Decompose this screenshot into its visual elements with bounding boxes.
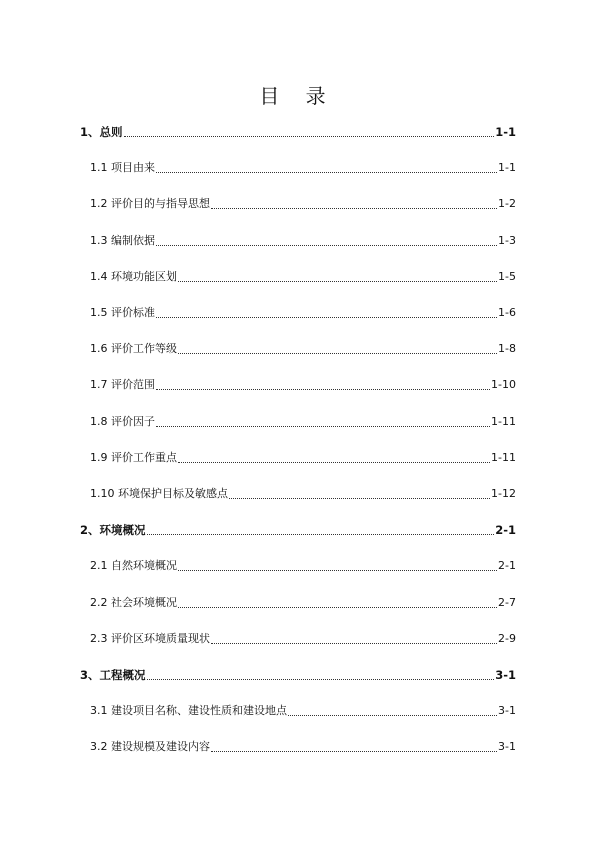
dot-leader [229, 486, 490, 499]
toc-page-number: 1-11 [491, 450, 516, 464]
dot-leader [156, 377, 490, 390]
toc-entry-text: 3.1 建设项目名称、建设性质和建设地点 [90, 704, 287, 718]
toc-section-entry[interactable] [90, 554, 516, 574]
toc-section-entry[interactable] [90, 156, 516, 176]
toc-entry-text: 1.7 评价范围 [90, 378, 155, 392]
toc-section-entry[interactable] [90, 482, 516, 502]
toc-entry-text: 3、工程概况 [80, 668, 146, 682]
toc-section-entry[interactable] [90, 699, 516, 719]
toc-entry-text: 2.1 自然环境概况 [90, 559, 177, 573]
toc-entry-text: 2.3 评价区环境质量现状 [90, 631, 210, 645]
dot-leader [156, 233, 497, 246]
dot-leader [211, 739, 497, 752]
toc-entry-text: 3.2 建设规模及建设内容 [90, 740, 210, 754]
toc-page-number: 1-11 [491, 414, 516, 428]
toc-section-entry[interactable] [90, 265, 516, 285]
toc-entry-text: 1.3 编制依据 [90, 233, 155, 247]
toc-page-number: 1-1 [495, 125, 516, 139]
toc-page-number: 1-12 [491, 487, 516, 500]
toc-chapter-entry[interactable] [80, 120, 516, 140]
toc-page-number: 2-7 [498, 595, 516, 609]
toc-page-number: 1-8 [498, 342, 516, 356]
toc-chapter-entry[interactable] [80, 518, 516, 538]
toc-entry-text: 1、总则 [80, 125, 123, 139]
toc-page-number: 1-3 [498, 233, 516, 247]
toc-entry-text: 1.5 评价标准 [90, 306, 155, 319]
toc-page-number: 2-9 [498, 631, 516, 645]
toc-section-entry[interactable] [90, 446, 516, 466]
toc-section-entry[interactable] [90, 192, 516, 212]
toc-page-number: 2-1 [495, 523, 516, 538]
toc-section-entry[interactable] [90, 229, 516, 249]
dot-leader [288, 703, 497, 716]
toc-entry-text: 1.9 评价工作重点 [90, 450, 177, 464]
toc-page-number: 3-1 [495, 668, 516, 682]
dot-leader [156, 160, 497, 173]
dot-leader [178, 595, 497, 608]
dot-leader [178, 341, 497, 354]
toc-entry-text: 1.1 项目由来 [90, 161, 155, 175]
toc-section-entry[interactable] [90, 373, 516, 393]
toc-page-number: 3-1 [498, 740, 516, 754]
toc-page-number: 2-1 [498, 559, 516, 573]
toc-page-number: 1-1 [498, 161, 516, 175]
toc-entry-text: 1.2 评价目的与指导思想 [90, 197, 210, 211]
toc-section-entry[interactable] [90, 410, 516, 430]
toc-page-number: 1-10 [491, 378, 516, 392]
toc-entry-text: 2、环境概况 [80, 523, 146, 538]
toc-section-entry[interactable] [90, 735, 516, 755]
toc-section-entry[interactable] [90, 337, 516, 357]
dot-leader [178, 450, 490, 463]
toc-entry-text: 1.4 环境功能区划 [90, 269, 177, 283]
toc-chapter-entry[interactable] [80, 663, 516, 683]
toc-section-entry[interactable] [90, 627, 516, 647]
toc-entry-text: 2.2 社会环境概况 [90, 595, 177, 609]
dot-leader [178, 269, 497, 282]
toc-entry-text: 1.10 环境保护目标及敏感点 [90, 487, 228, 500]
toc-entry-text: 1.6 评价工作等级 [90, 342, 177, 356]
toc-page-number: 1-2 [498, 197, 516, 211]
dot-leader [211, 631, 497, 644]
dot-leader [156, 305, 497, 318]
toc-page-number: 1-6 [498, 306, 516, 319]
dot-leader [178, 558, 497, 571]
dot-leader [156, 414, 490, 427]
toc-page-number: 3-1 [498, 704, 516, 718]
dot-leader [147, 522, 495, 535]
dot-leader [211, 196, 497, 209]
dot-leader [147, 667, 495, 680]
toc-page-number: 1-5 [498, 269, 516, 283]
toc-section-entry[interactable] [90, 301, 516, 321]
toc-entry-text: 1.8 评价因子 [90, 414, 155, 428]
toc-title: 目 录 [259, 84, 336, 108]
dot-leader [124, 124, 495, 137]
toc-section-entry[interactable] [90, 591, 516, 611]
